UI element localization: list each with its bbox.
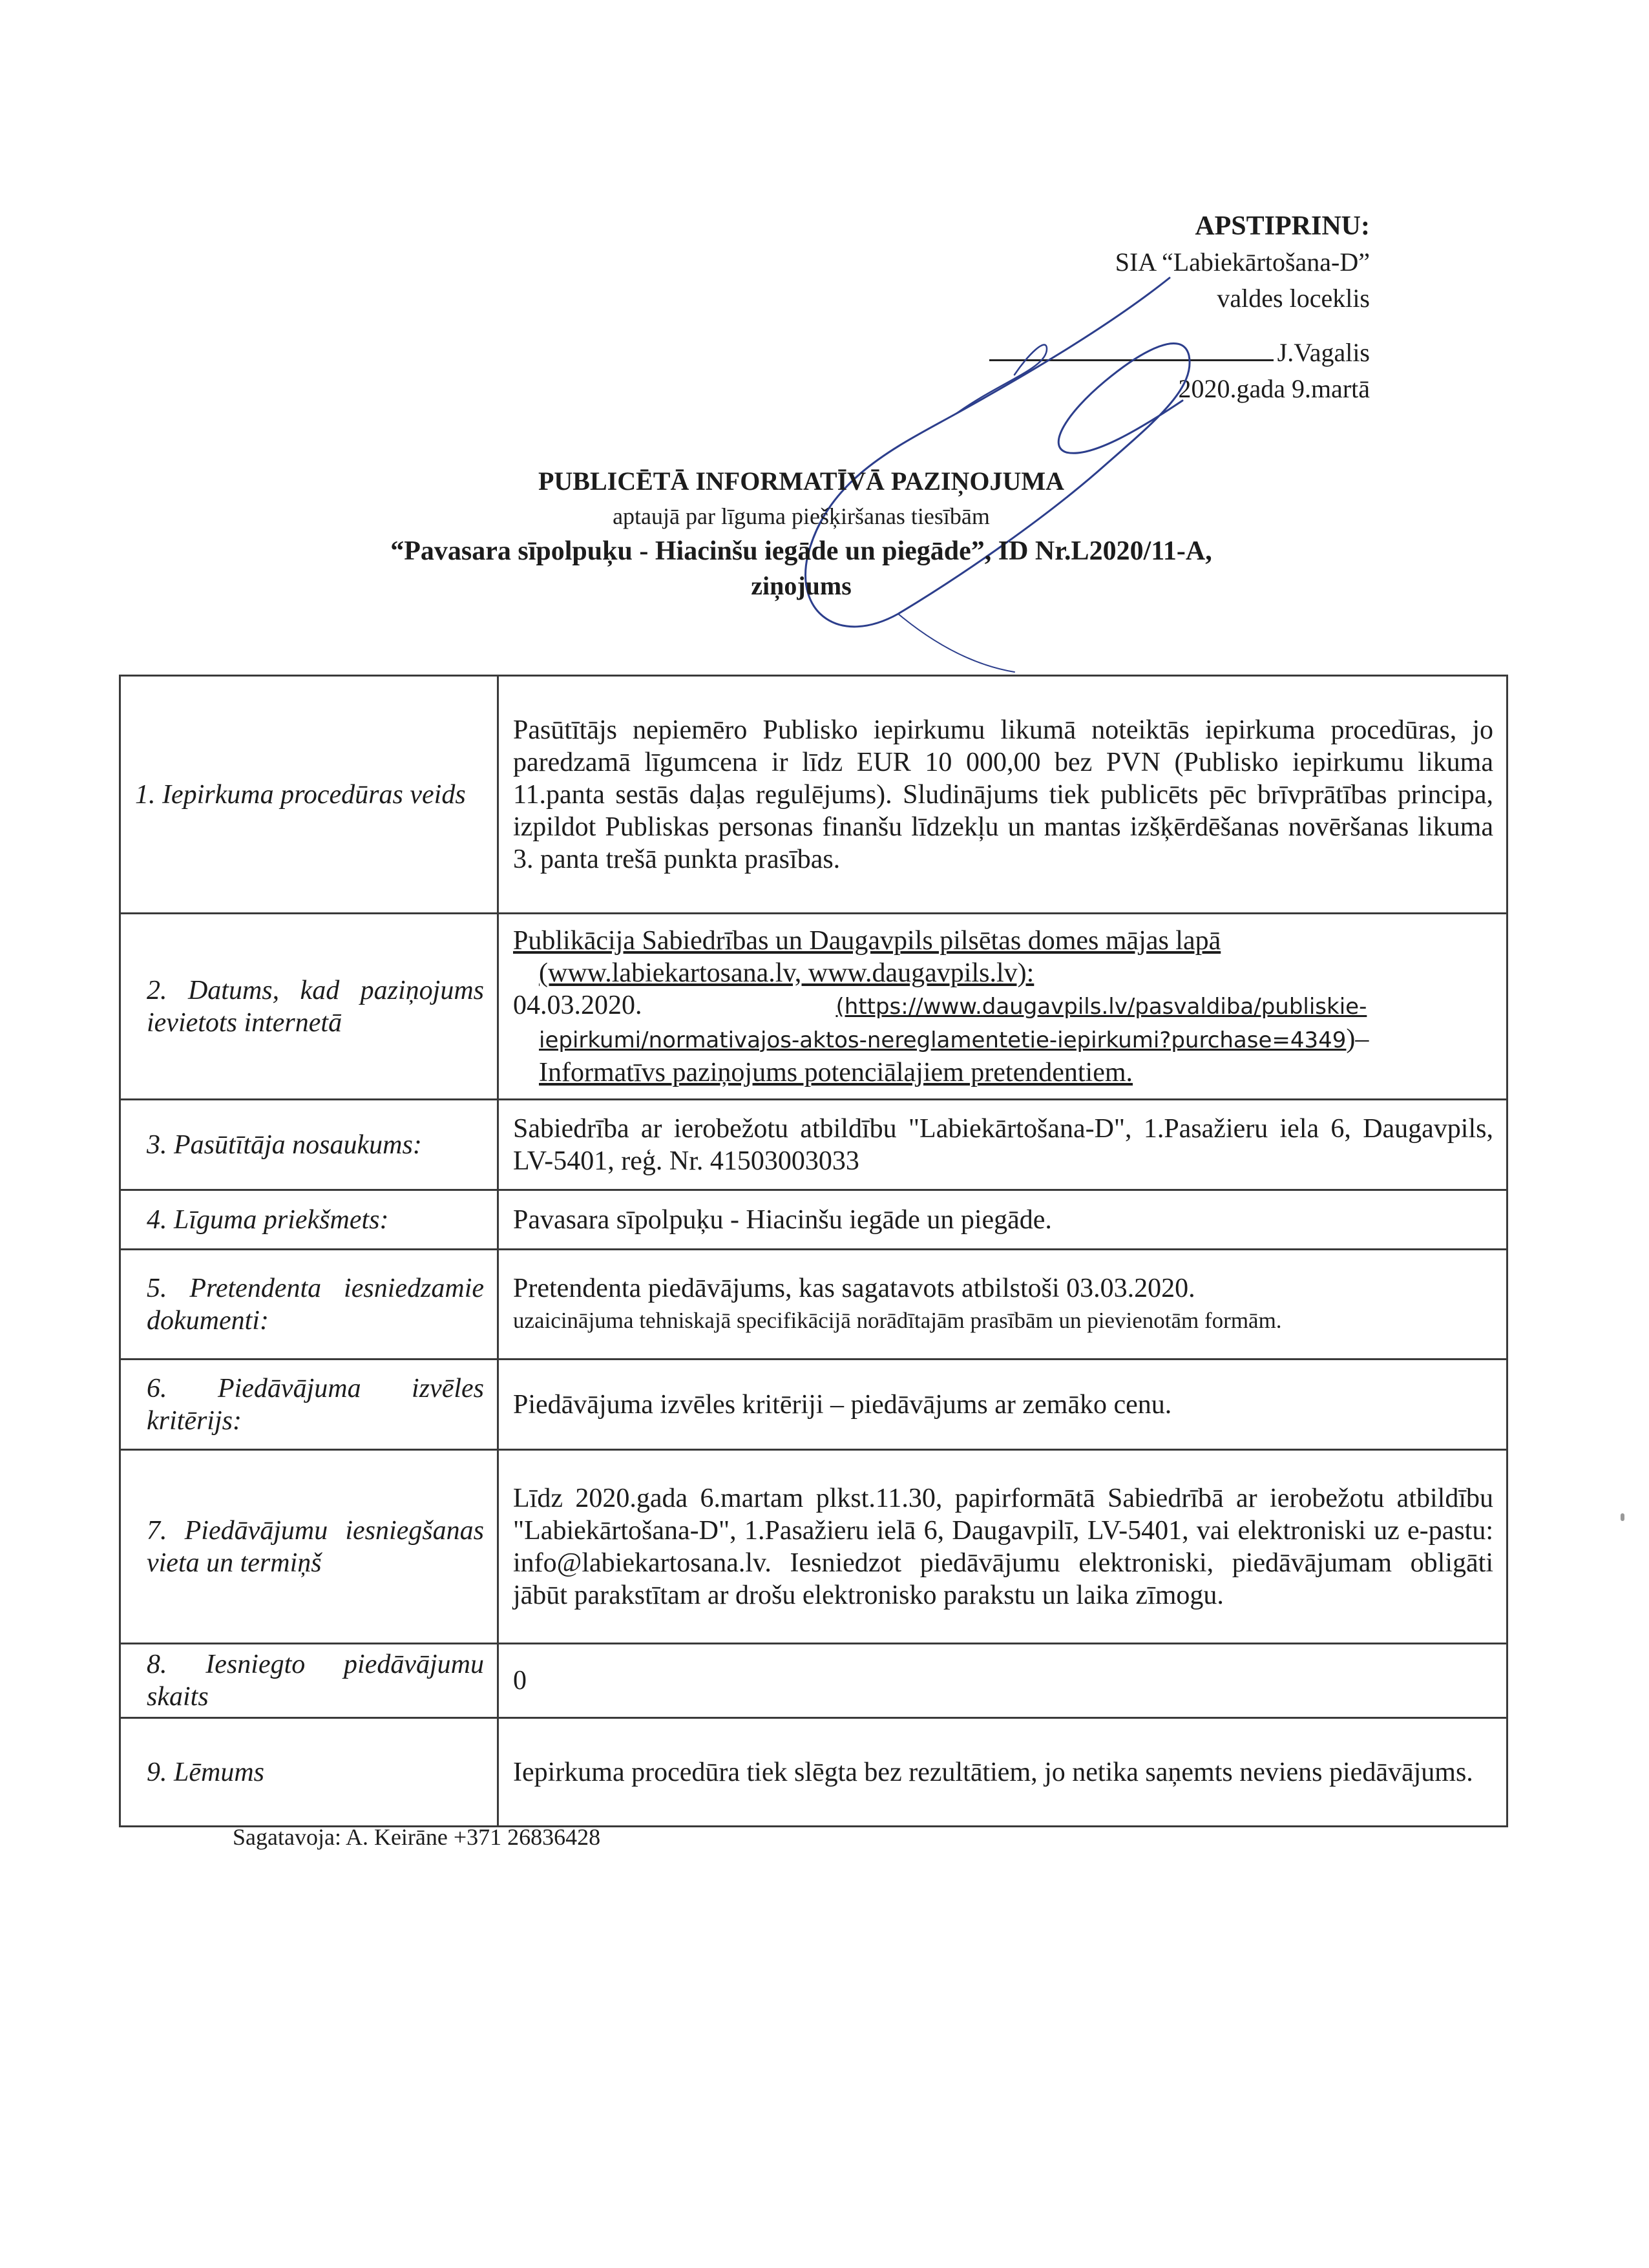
table-row (120, 914, 1507, 1100)
prepared-by: Sagatavoja: A. Keirāne +371 26836428 (233, 1824, 601, 1850)
documents-text-line1: Pretendenta piedāvājums, kas sagatavots atbilstoši 03.03.2020. (513, 1273, 1195, 1303)
table-row (120, 1250, 1507, 1360)
scan-speck (1621, 1513, 1624, 1521)
approval-date: 2020.gada 9.martā (1178, 374, 1370, 403)
row-label: 4. Līguma priekšmets: (120, 1190, 498, 1250)
row-label: 2. Datums, kad paziņojums ievietots internetā (120, 914, 498, 1100)
table-row (120, 1644, 1507, 1718)
publication-note: Informatīvs paziņojums potenciālajiem pretendentiem. (539, 1057, 1133, 1087)
row-label: 3. Pasūtītāja nosaukums: (120, 1100, 498, 1190)
document-heading (246, 464, 1357, 604)
heading-title: PUBLICĒTĀ INFORMATĪVĀ PAZIŅOJUMA (538, 467, 1065, 496)
signature-line (989, 335, 1274, 361)
publication-sites: (www.labiekartosana.lv, www.daugavpils.lv): (539, 958, 1035, 988)
publication-date: 04.03.2020. (513, 990, 642, 1020)
publication-url-end[interactable]: iepirkumi/normativajos-aktos-nereglamentetie-iepirkumi?purchase=4349 (539, 1027, 1347, 1053)
approval-signer: J.Vagalis (1277, 338, 1370, 367)
row-value (498, 1250, 1507, 1360)
table-row (120, 1718, 1507, 1827)
row-label: 5. Pretendenta iesniedzamie dokumenti: (120, 1250, 498, 1360)
approval-title: APSTIPRINU: (1195, 211, 1370, 241)
table-row (120, 1450, 1507, 1644)
publication-text: Publikācija Sabiedrības un Daugavpils pilsētas domes mājas lapā (513, 925, 1221, 956)
table-row (120, 1190, 1507, 1250)
heading-subtitle: aptaujā par līguma piešķiršanas tiesībām (613, 503, 990, 529)
table-row (120, 676, 1507, 914)
row-label: 6. Piedāvājuma izvēles kritērijs: (120, 1360, 498, 1450)
row-value: Iepirkuma procedūra tiek slēgta bez rezultātiem, jo netika saņemts neviens piedāvājums. (498, 1718, 1507, 1827)
row-label: 7. Piedāvājumu iesniegšanas vieta un termiņš (120, 1450, 498, 1644)
row-value (498, 914, 1507, 1100)
row-label: 9. Lēmums (120, 1718, 498, 1827)
publication-url-row (513, 1023, 1493, 1056)
row-value: Piedāvājuma izvēles kritēriji – piedāvājums ar zemāko cenu. (498, 1360, 1507, 1450)
row-value: Līdz 2020.gada 6.martam plkst.11.30, papirformātā Sabiedrībā ar ierobežotu atbildību "Labiekārtošana-D", 1.Pasažieru ielā 6, Daugavpilī, LV-5401, vai elektroniski uz e-pastu: info@labiekartosana.lv. Iesniedzot piedāvājumu elektroniski, piedāvājumam obligāti jābūt parakstītam ar drošu elektronisko parakstu un laika zīmogu. (498, 1450, 1507, 1644)
publication-url-suffix: )– (1346, 1024, 1369, 1054)
row-label: 8. Iesniegto piedāvājumu skaits (120, 1644, 498, 1718)
row-label: 1. Iepirkuma procedūras veids (120, 676, 498, 914)
approval-block (788, 208, 1370, 407)
publication-url-start[interactable]: (https://www.daugavpils.lv/pasvaldiba/publiskie- (835, 993, 1367, 1020)
row-value: Sabiedrība ar ierobežotu atbildību "Labiekārtošana-D", 1.Pasažieru iela 6, Daugavpils, LV-5401, reģ. Nr. 41503003033 (498, 1100, 1507, 1190)
row-value: Pasūtītājs nepiemēro Publisko iepirkumu likumā noteiktās iepirkuma procedūras, jo paredzamā līgumcena ir līdz EUR 10 000,00 bez PVN (Publisko iepirkumu likuma 11.panta sestās daļas regulējums). Sludinājums tiek publicēts pēc brīvprātības principa, izpildot Publiskas personas finanšu līdzekļu un mantas izšķērdēšanas novēršanas likuma 3. panta trešā punkta prasības. (498, 676, 1507, 914)
approval-signer-row (788, 335, 1370, 371)
information-table (119, 675, 1508, 1827)
table-row (120, 1100, 1507, 1190)
heading-report: ziņojums (751, 571, 852, 600)
publication-date-row (513, 989, 1493, 1023)
row-value: Pavasara sīpolpuķu - Hiacinšu iegāde un piegāde. (498, 1190, 1507, 1250)
approval-position: valdes loceklis (1217, 284, 1370, 313)
row-value: 0 (498, 1644, 1507, 1718)
table-row (120, 1360, 1507, 1450)
heading-procurement-name: “Pavasara sīpolpuķu - Hiacinšu iegāde un piegāde”, ID Nr.L2020/11-A, (390, 536, 1212, 566)
documents-text-line2: uzaicinājuma tehniskajā specifikācijā norādītajām prasībām un pievienotām formām. (513, 1307, 1282, 1333)
approval-company: SIA “Labiekārtošana-D” (1115, 247, 1370, 277)
